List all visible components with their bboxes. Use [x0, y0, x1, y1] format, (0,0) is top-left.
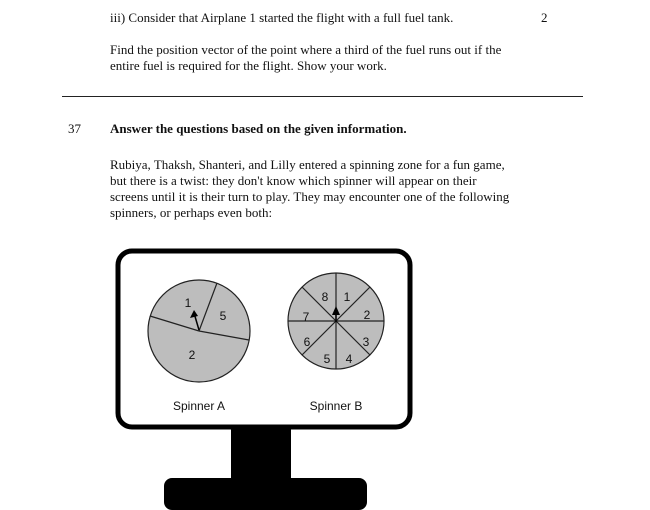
question-heading: Answer the questions based on the given information. [110, 121, 407, 136]
monitor-figure [110, 246, 420, 510]
spinner-a-label-1: 1 [184, 296, 192, 310]
spinner-b-label-3: 3 [362, 335, 370, 349]
paragraph-line-1: Rubiya, Thaksh, Shanteri, and Lilly entered a spinning zone for a fun game, [110, 157, 505, 172]
part-iii-question: iii) Consider that Airplane 1 started the flight with a full fuel tank. [110, 10, 454, 25]
paragraph-line-3: screens until it is their turn to play. They may encounter one of the following [110, 189, 510, 204]
spinner-b-label-8: 8 [321, 290, 329, 304]
spinner-b-label-7: 7 [302, 310, 310, 324]
find-line-2: entire fuel is required for the flight. Show your work. [110, 58, 387, 73]
spinner-b-caption: Spinner B [309, 399, 363, 413]
spinner-b-label-6: 6 [303, 335, 311, 349]
paragraph-line-4: spinners, or perhaps even both: [110, 205, 273, 220]
section-divider [62, 96, 583, 97]
spinner-b-label-2: 2 [363, 308, 371, 322]
monitor-base [164, 478, 367, 510]
spinner-a-caption: Spinner A [172, 399, 226, 413]
question-number: 37 [68, 121, 81, 136]
question-paragraph [110, 157, 530, 221]
spinner-b-label-1: 1 [343, 290, 351, 304]
find-line-1: Find the position vector of the point where a third of the fuel runs out if the [110, 42, 502, 57]
spinner-b-label-4: 4 [345, 352, 353, 366]
part-iii-marks: 2 [541, 10, 548, 25]
spinner-a-label-5: 5 [219, 309, 227, 323]
monitor-neck [231, 423, 291, 483]
spinner-a-label-2: 2 [188, 348, 196, 362]
find-instruction [110, 42, 540, 74]
paragraph-line-2: but there is a twist: they don't know which spinner will appear on their [110, 173, 477, 188]
spinner-b-label-5: 5 [323, 352, 331, 366]
